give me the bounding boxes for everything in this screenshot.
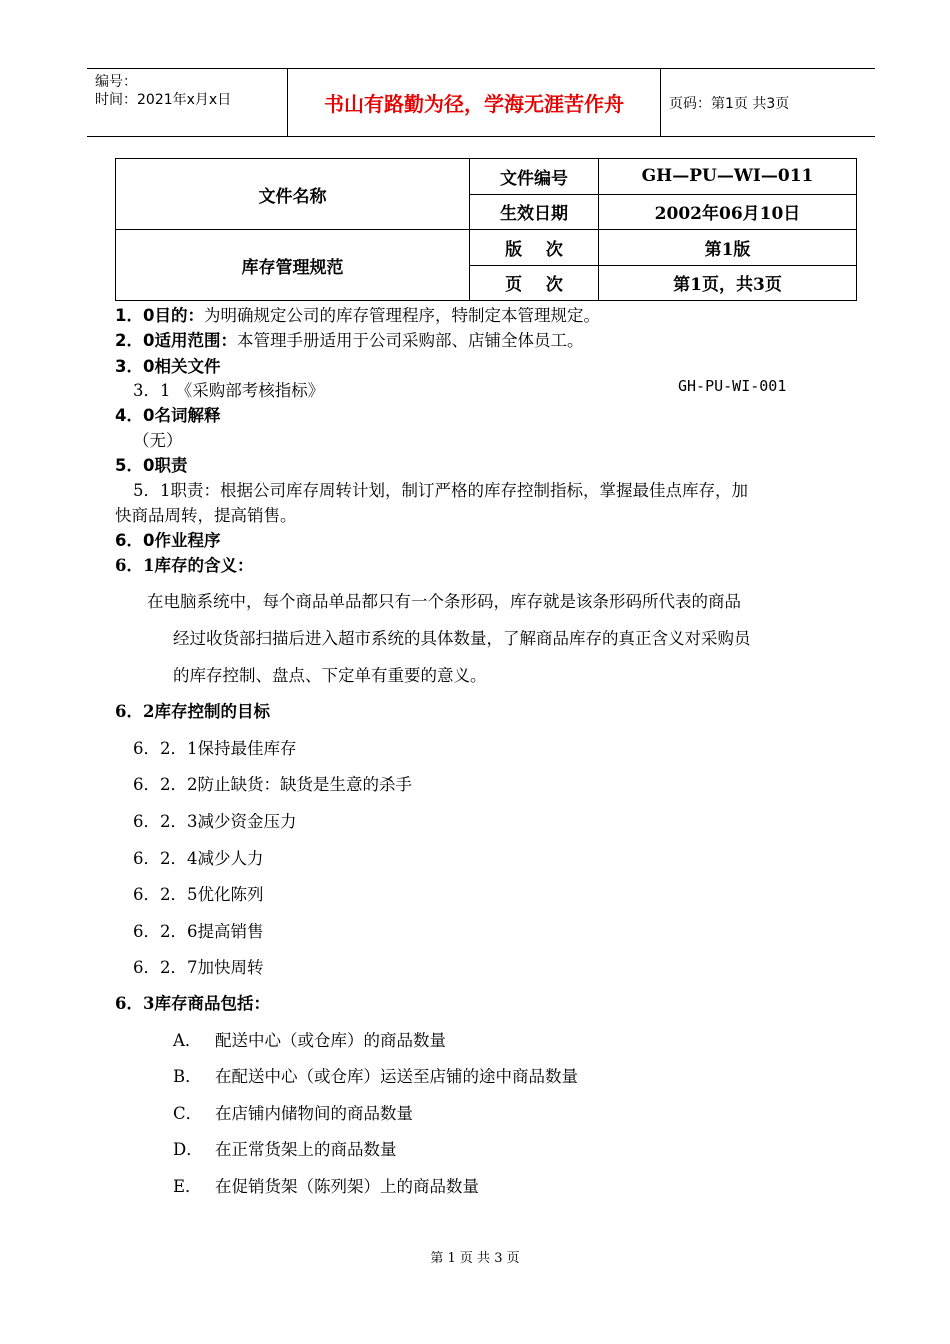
section-6-1-line1: 在电脑系统中，每个商品单品都只有一个条形码，库存就是该条形码所代表的商品 <box>147 592 741 611</box>
effective-date-label: 生效日期 <box>470 194 599 230</box>
page-footer: 第 1 页 共 3 页 <box>430 1251 520 1266</box>
section-duties-line2: 快商品周转，提高销售。 <box>115 506 297 525</box>
header-code-label: 编号： <box>95 74 137 90</box>
list-item-marker: D． <box>173 1140 203 1159</box>
section-6-1-title: 6．1库存的含义： <box>115 556 254 575</box>
section-scope-title: 2．0适用范围： <box>115 331 237 350</box>
list-item: 6．2．3减少资金压力 <box>133 812 297 831</box>
list-item: 6．2．5优化陈列 <box>133 885 264 904</box>
list-item <box>173 1027 446 1051</box>
list-item: 6．2．7加快周转 <box>133 958 264 977</box>
section-terms-text: （无） <box>133 431 183 450</box>
related-doc-item: 3．1 《采购部考核指标》 <box>133 381 325 400</box>
section-purpose-title: 1．0目的： <box>115 306 204 325</box>
header-time-label: 时间：2021年x月x日 <box>95 92 232 108</box>
section-6-3-title: 6．3库存商品包括： <box>115 994 270 1013</box>
section-terms-title: 4．0名词解释 <box>115 406 221 425</box>
header-page-label: 页码：第1页 共3页 <box>669 95 790 112</box>
section-scope <box>115 327 583 351</box>
file-name-value: 库存管理规范 <box>116 230 470 301</box>
list-item: 6．2．2防止缺货：缺货是生意的杀手 <box>133 775 412 794</box>
list-item-text: 配送中心（或仓库）的商品数量 <box>215 1031 446 1050</box>
list-item <box>173 1063 578 1087</box>
list-item-marker: E． <box>173 1177 202 1196</box>
section-6-1-line3: 的库存控制、盘点、下定单有重要的意义。 <box>173 666 487 685</box>
section-duties-line1: 5．1职责：根据公司库存周转计划，制订严格的库存控制指标，掌握最佳点库存，加 <box>133 481 748 500</box>
list-item: 6．2．6提高销售 <box>133 922 264 941</box>
file-code-label: 文件编号 <box>470 159 599 195</box>
header-meta <box>95 73 231 109</box>
list-item: 6．2．1保持最佳库存 <box>133 739 297 758</box>
list-item-marker: B． <box>173 1067 202 1086</box>
section-related-docs-title: 3．0相关文件 <box>115 357 221 376</box>
list-item-marker: A． <box>173 1031 202 1050</box>
list-item-marker: C． <box>173 1104 203 1123</box>
section-procedure-title: 6．0作业程序 <box>115 531 221 550</box>
version-value: 第1版 <box>599 230 857 266</box>
related-doc-code: GH-PU-WI-001 <box>678 377 787 395</box>
document-header <box>87 68 875 137</box>
section-6-1-line2: 经过收货部扫描后进入超市系统的具体数量，了解商品库存的真正含义对采购员 <box>173 629 751 648</box>
document-info-table <box>115 158 857 301</box>
section-6-2-title: 6．2库存控制的目标 <box>115 702 270 721</box>
file-code-value: GH—PU—WI—011 <box>599 159 857 195</box>
list-item <box>173 1100 413 1124</box>
list-item-text: 在店铺内储物间的商品数量 <box>215 1104 413 1123</box>
section-purpose-text: 为明确规定公司的库存管理程序，特制定本管理规定。 <box>203 306 600 325</box>
list-item: 6．2．4减少人力 <box>133 849 264 868</box>
header-slogan: 书山有路勤为径，学海无涯苦作舟 <box>287 69 661 136</box>
list-item-text: 在配送中心（或仓库）运送至店铺的途中商品数量 <box>215 1067 578 1086</box>
version-label: 版 次 <box>470 230 599 266</box>
section-purpose <box>115 302 600 326</box>
list-item <box>173 1173 479 1197</box>
page-count-value: 第1页，共3页 <box>599 265 857 301</box>
page-count-label: 页 次 <box>470 265 599 301</box>
list-item-text: 在正常货架上的商品数量 <box>215 1140 397 1159</box>
effective-date-value: 2002年06月10日 <box>599 194 857 230</box>
section-duties-title: 5．0职责 <box>115 456 188 475</box>
file-name-label: 文件名称 <box>116 159 470 230</box>
list-item-text: 在促销货架（陈列架）上的商品数量 <box>215 1177 479 1196</box>
section-scope-text: 本管理手册适用于公司采购部、店铺全体员工。 <box>236 331 584 350</box>
list-item <box>173 1136 397 1160</box>
